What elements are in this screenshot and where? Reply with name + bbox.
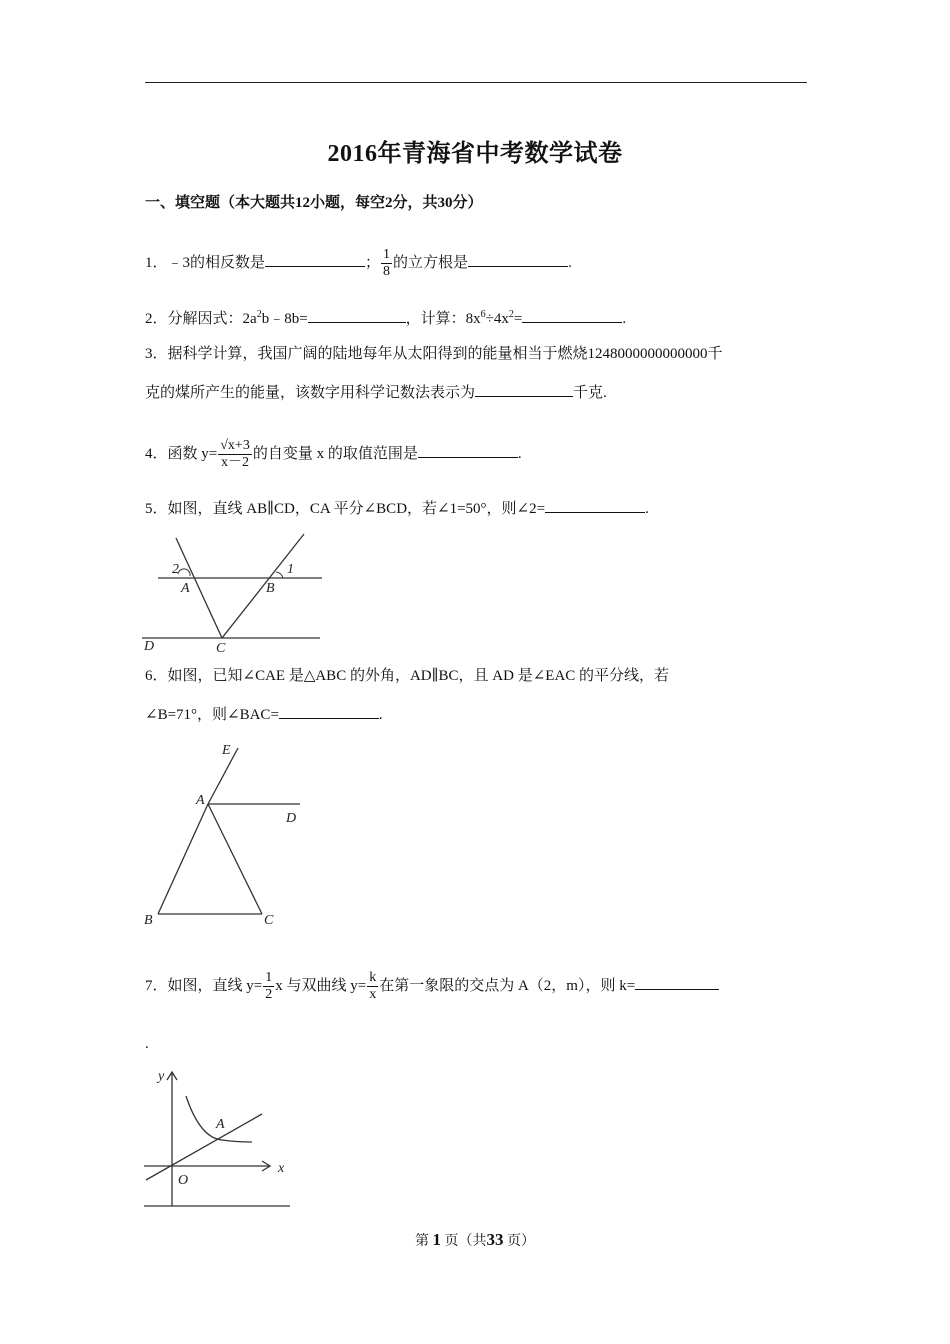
q7-figure bbox=[140, 1060, 300, 1210]
question-1 bbox=[145, 247, 572, 280]
q7-text-b: x 与双曲线 y= bbox=[275, 977, 367, 994]
q6-figure bbox=[140, 738, 310, 930]
q3-text-a: 克的煤所产生的能量，该数字用科学记数法表示为 bbox=[145, 385, 476, 401]
q1-blank-2[interactable] bbox=[468, 252, 568, 267]
q6-label-d: D bbox=[286, 811, 297, 826]
q2-text-c: ，计算：8x bbox=[405, 311, 481, 327]
q2-exp-2: 6 bbox=[480, 309, 486, 320]
footer-text-c: 页） bbox=[507, 1234, 535, 1249]
q5-label-1: 1 bbox=[287, 562, 294, 577]
question-6-line-2 bbox=[145, 704, 383, 725]
question-3-line-2 bbox=[145, 382, 607, 403]
q1-text-a: ﹣3的相反数是 bbox=[167, 254, 266, 271]
q7-label-a: A bbox=[216, 1117, 225, 1132]
section-heading: 一、填空题（本大题共12小题，每空2分，共30分） bbox=[145, 195, 483, 211]
q4-number: 4． bbox=[145, 445, 168, 462]
q2-end: . bbox=[622, 311, 627, 327]
q7-number: 7． bbox=[145, 977, 168, 994]
q6-text: ∠B=71°，则∠BAC= bbox=[145, 707, 279, 723]
q5-text: 5．如图，直线 AB∥CD，CA 平分∠BCD，若∠1=50°，则∠2= bbox=[145, 501, 546, 517]
footer-total-pages: 33 bbox=[486, 1230, 504, 1249]
q5-label-2: 2 bbox=[172, 562, 179, 577]
question-4 bbox=[145, 438, 522, 471]
q4-text-b: 的自变量 x 的取值范围是 bbox=[252, 445, 418, 462]
q2-text-e: = bbox=[513, 311, 523, 327]
q2-exp-1: 2 bbox=[256, 309, 262, 320]
question-5 bbox=[145, 498, 649, 519]
footer-page-number: 1 bbox=[432, 1230, 441, 1249]
q6-label-b: B bbox=[144, 913, 153, 928]
q3-blank[interactable] bbox=[475, 382, 573, 397]
q7-text-a: 如图，直线 y= bbox=[167, 977, 263, 994]
q7-frac2-den: x bbox=[369, 987, 377, 1002]
q7-blank[interactable] bbox=[635, 975, 719, 990]
q7-frac1-den: 2 bbox=[265, 987, 273, 1002]
q1-number: 1． bbox=[145, 254, 168, 271]
footer-text-b: 页（共 bbox=[444, 1234, 487, 1249]
q5-label-d: D bbox=[144, 639, 155, 654]
q2-number: 2． bbox=[145, 311, 168, 327]
q5-label-a: A bbox=[181, 581, 190, 596]
q4-fraction bbox=[218, 438, 252, 471]
q1-text-c: 的立方根是 bbox=[393, 254, 469, 271]
q2-text-b: b﹣8b= bbox=[261, 311, 308, 327]
q4-frac-den: x－2 bbox=[221, 455, 250, 470]
q7-frac2-num: k bbox=[369, 970, 377, 985]
q1-end: . bbox=[568, 254, 572, 271]
q4-text-a: 函数 y= bbox=[167, 445, 218, 462]
question-6-line-1: 6．如图，已知∠CAE 是△ABC 的外角，AD∥BC，且 AD 是∠EAC 的平分线，若 bbox=[145, 668, 670, 684]
q4-blank[interactable] bbox=[418, 443, 518, 458]
q6-label-e: E bbox=[222, 743, 231, 758]
q7-text-c: 在第一象限的交点为 A（2，m），则 k= bbox=[379, 977, 636, 994]
q6-end: . bbox=[378, 707, 383, 723]
q2-text-d: ÷4x bbox=[485, 311, 509, 327]
q7-fraction-1 bbox=[263, 970, 274, 1003]
q1-fraction bbox=[381, 247, 392, 280]
q2-blank-1[interactable] bbox=[308, 308, 406, 323]
q6-blank[interactable] bbox=[279, 704, 379, 719]
q7-frac1-num: 1 bbox=[265, 970, 273, 985]
q7-label-x: x bbox=[278, 1161, 285, 1176]
q5-blank[interactable] bbox=[545, 498, 645, 513]
q5-label-c: C bbox=[216, 641, 226, 656]
q2-exp-3: 2 bbox=[508, 309, 514, 320]
q7-label-y: y bbox=[158, 1069, 165, 1084]
q5-figure bbox=[140, 528, 330, 656]
q7-fraction-2 bbox=[367, 970, 378, 1003]
q1-frac-den: 8 bbox=[383, 264, 391, 279]
q1-text-b: ； bbox=[365, 254, 381, 271]
q6-label-a: A bbox=[196, 793, 205, 808]
q3-text-b: 千克. bbox=[573, 385, 607, 401]
q1-blank-1[interactable] bbox=[265, 252, 365, 267]
q4-frac-num: √x+3 bbox=[220, 438, 250, 453]
footer-text-a: 第 bbox=[415, 1234, 429, 1249]
q7-label-o: O bbox=[178, 1173, 189, 1188]
header-rule bbox=[145, 82, 807, 83]
q4-end: . bbox=[517, 445, 522, 462]
question-2 bbox=[145, 308, 626, 329]
q7-end: . bbox=[145, 1036, 149, 1052]
q6-label-c: C bbox=[264, 913, 274, 928]
page-footer bbox=[0, 1230, 950, 1250]
q2-text-a: 分解因式：2a bbox=[167, 311, 257, 327]
q1-frac-num: 1 bbox=[383, 247, 391, 262]
q2-blank-2[interactable] bbox=[522, 308, 622, 323]
question-3-line-1: 3．据科学计算，我国广阔的陆地每年从太阳得到的能量相当于燃烧1248000000000000千 bbox=[145, 346, 723, 362]
page-title: 2016年青海省中考数学试卷 bbox=[327, 141, 623, 167]
question-7 bbox=[145, 970, 719, 1003]
q5-label-b: B bbox=[266, 581, 275, 596]
q5-end: . bbox=[645, 501, 649, 517]
